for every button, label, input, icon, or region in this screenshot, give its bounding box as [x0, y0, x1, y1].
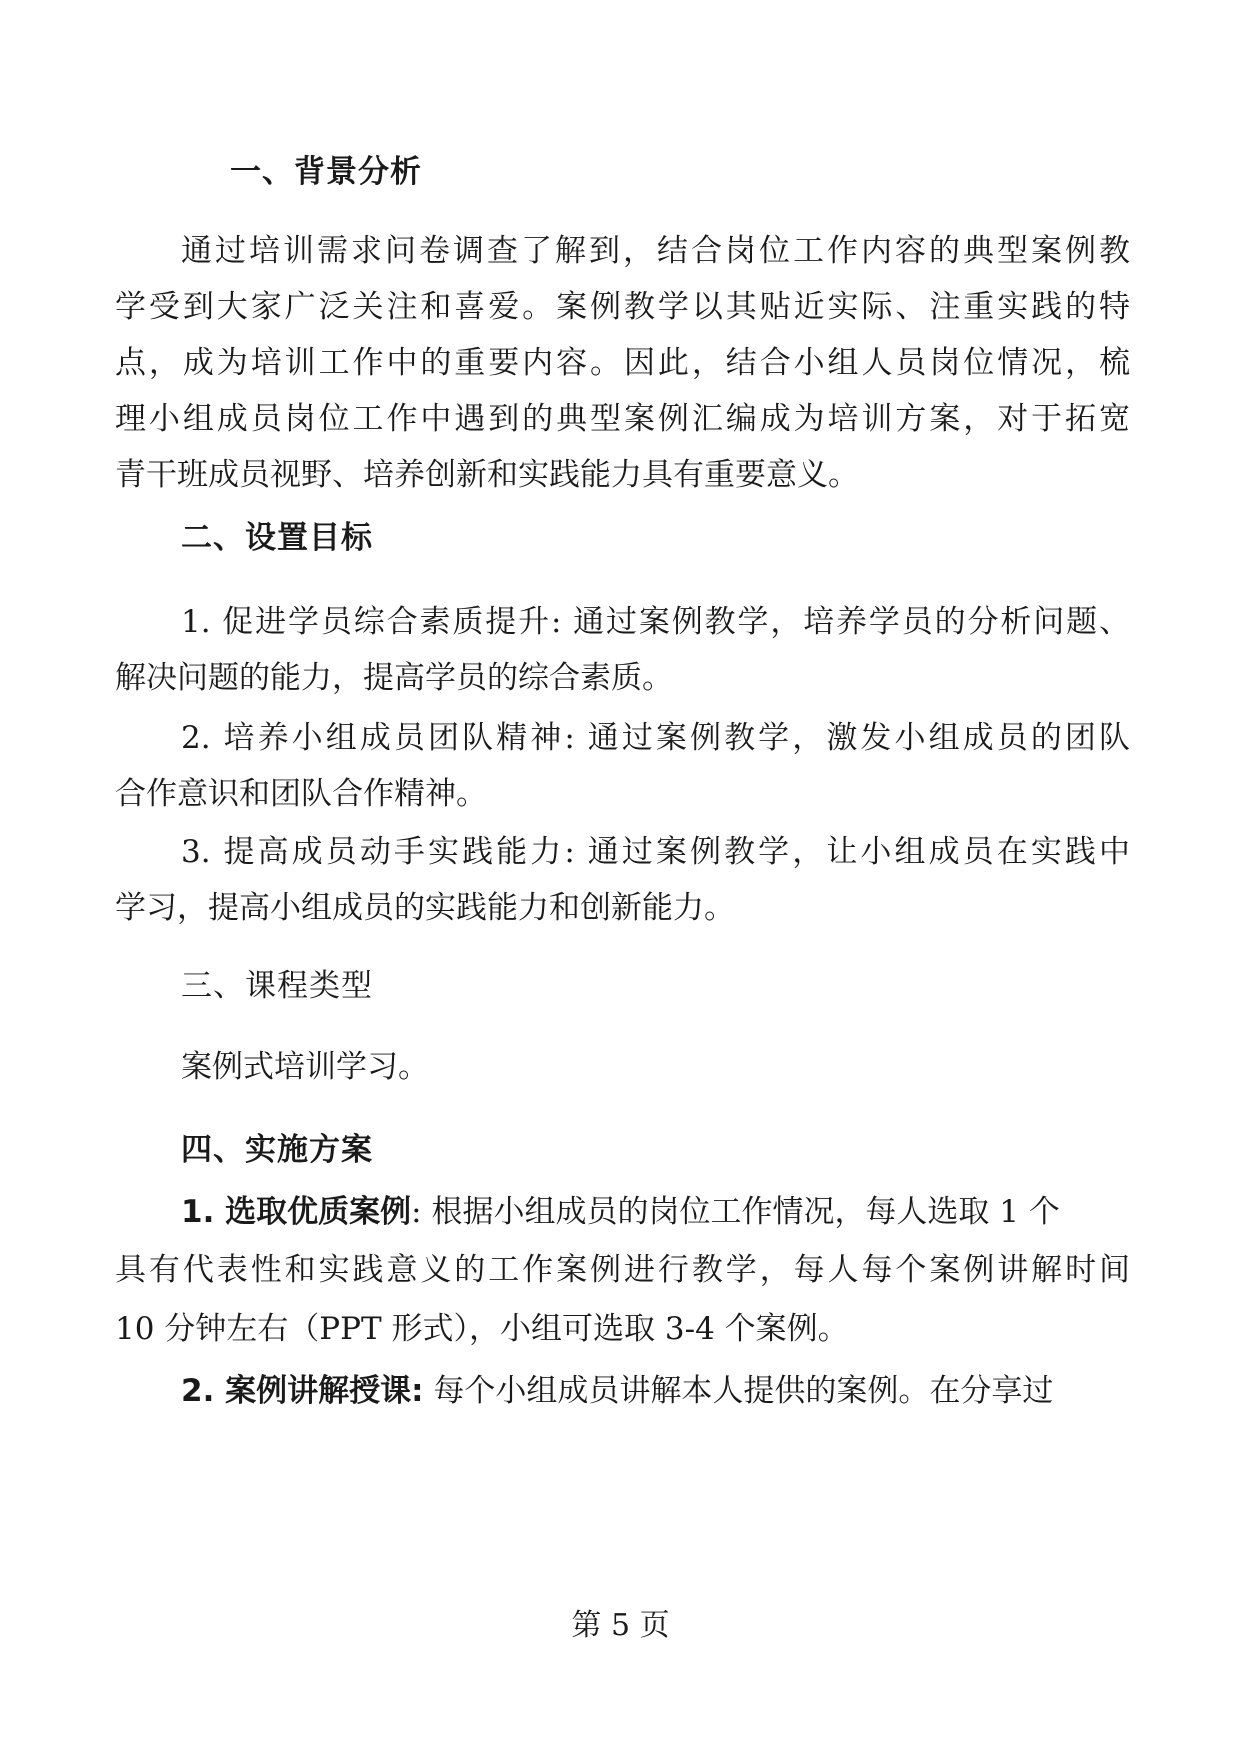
list-item-line: 1. 促进学员综合素质提升: 通过案例教学，培养学员的分析问题、 — [181, 604, 1130, 640]
paragraph-line: 理小组成员岗位工作中遇到的典型案例汇编成为培训方案，对于拓宽 — [115, 401, 1130, 437]
section-heading-background: 一、背景分析 — [230, 154, 422, 190]
plan-item-2 — [181, 1365, 1130, 1410]
paragraph-line: 点，成为培训工作中的重要内容。因此，结合小组人员岗位情况，梳 — [115, 345, 1130, 381]
plan-item-text: : 根据小组成员的岗位工作情况，每人选取 1 个 — [411, 1194, 1060, 1230]
plan-item-lead: 1. 选取优质案例 — [181, 1194, 412, 1230]
plan-item-text: 每个小组成员讲解本人提供的案例。在分享过 — [423, 1373, 1054, 1409]
list-item-line: 合作意识和团队合作精神。 — [115, 776, 487, 812]
plan-item-1 — [181, 1186, 1130, 1231]
list-item-line: 3. 提高成员动手实践能力: 通过案例教学，让小组成员在实践中 — [181, 834, 1130, 870]
plan-item-lead: 2. 案例讲解授课: — [181, 1373, 424, 1409]
section-heading-plan: 四、实施方案 — [181, 1132, 373, 1168]
paragraph-line: 通过培训需求问卷调查了解到，结合岗位工作内容的典型案例教 — [181, 233, 1130, 269]
paragraph-line: 学受到大家广泛关注和喜爱。案例教学以其贴近实际、注重实践的特 — [115, 289, 1130, 325]
list-item-line: 解决问题的能力，提高学员的综合素质。 — [115, 660, 673, 696]
list-item-line: 2. 培养小组成员团队精神: 通过案例教学，激发小组成员的团队 — [181, 720, 1130, 756]
paragraph-line: 案例式培训学习。 — [181, 1049, 429, 1085]
page-number: 第 5 页 — [571, 1608, 670, 1643]
section-heading-goals: 二、设置目标 — [181, 520, 373, 556]
paragraph-line: 具有代表性和实践意义的工作案例进行教学，每人每个案例讲解时间 — [115, 1252, 1130, 1288]
list-item-line: 学习，提高小组成员的实践能力和创新能力。 — [115, 890, 735, 926]
section-heading-course-type: 三、课程类型 — [181, 968, 373, 1004]
paragraph-line: 10 分钟左右（PPT 形式），小组可选取 3-4 个案例。 — [115, 1311, 849, 1347]
paragraph-line: 青干班成员视野、培养创新和实践能力具有重要意义。 — [115, 457, 859, 493]
